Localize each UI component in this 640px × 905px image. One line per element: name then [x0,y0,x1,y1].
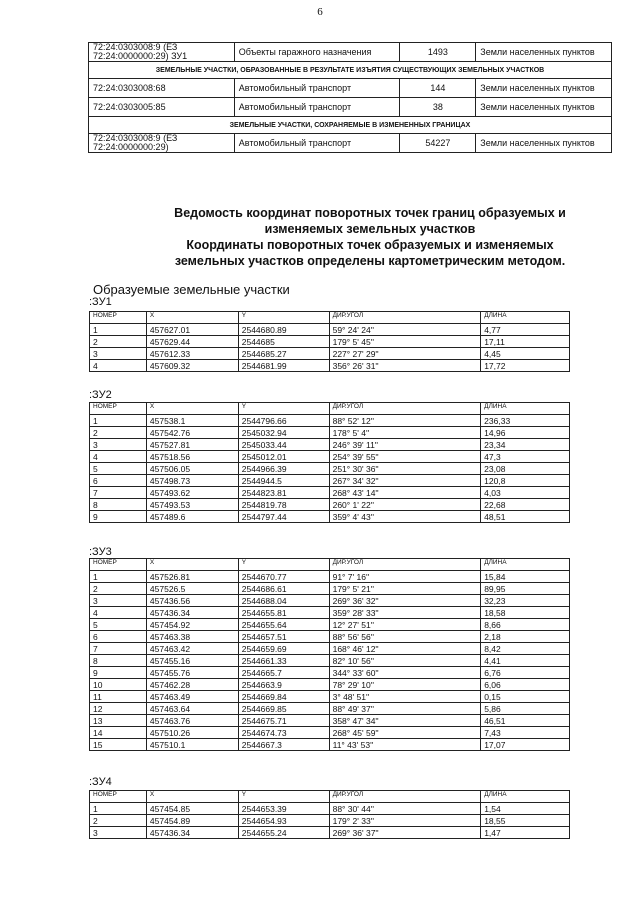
heading-line: Ведомость координат поворотных точек границ образуемых и [174,206,566,220]
table-cell: 15 [90,739,147,751]
table-cell: 2544665.7 [238,667,329,679]
table-row [90,324,570,336]
coordinates-table [89,790,570,839]
table-cell: 269° 36' 37'' [329,827,481,839]
table-row [90,727,570,739]
table-cell: 457454.92 [146,619,238,631]
table-cell: 2544669.85 [238,703,329,715]
cadastral-number: 72:24:0303008:9 (ЕЗ 72:24:0000000:29) [89,134,235,153]
plot-label: :ЗУ1 [89,296,112,308]
table-cell: 59° 24' 24'' [329,324,481,336]
section-subheading: Образуемые земельные участки [93,282,290,297]
table-cell: 344° 33' 60'' [329,667,481,679]
table-cell: 227° 27' 29'' [329,348,481,360]
table-cell: 2 [90,427,147,439]
document-heading [140,205,600,269]
table-cell: 5 [90,619,147,631]
column-header: X [146,403,238,415]
table-cell: 457436.34 [146,827,238,839]
section-title: ЗЕМЕЛЬНЫЕ УЧАСТКИ, ОБРАЗОВАННЫЕ В РЕЗУЛЬТАТЕ ИЗЪЯТИЯ СУЩЕСТВУЮЩИХ ЗЕМЕЛЬНЫХ УЧАСТКОВ [89,62,612,79]
cadastral-number: 72:24:0303008:68 [89,79,235,98]
table-cell: 9 [90,511,147,523]
table-cell: 179° 2' 33'' [329,815,481,827]
table-cell: 6 [90,631,147,643]
table-cell: 359° 4' 43'' [329,511,481,523]
table-cell: 7 [90,643,147,655]
table-cell: 236,33 [481,415,570,427]
table-cell: 0,15 [481,691,570,703]
table-cell: 1 [90,324,147,336]
table-cell: 457629.44 [146,336,238,348]
table-cell: 2545032.94 [238,427,329,439]
table-row [90,655,570,667]
table-cell: 2544797.44 [238,511,329,523]
table-cell: 457538.1 [146,415,238,427]
table-cell: 2544667.3 [238,739,329,751]
table-row [90,715,570,727]
table-cell: 2544681.99 [238,360,329,372]
column-header: НОМЕР [90,403,147,415]
table-row [90,475,570,487]
table-row [90,643,570,655]
table-row [90,703,570,715]
table-row [90,803,570,815]
table-cell: 91° 7' 16'' [329,571,481,583]
column-header: X [146,791,238,803]
column-header: ДИР.УГОЛ [329,403,481,415]
table-row [90,336,570,348]
table-cell: 88° 30' 44'' [329,803,481,815]
table-row [90,607,570,619]
table-cell: 457510.1 [146,739,238,751]
table-row [90,415,570,427]
table-cell: 3 [90,595,147,607]
permitted-use: Объекты гаражного назначения [234,43,400,62]
table-row [90,439,570,451]
table-cell: 260° 1' 22'' [329,499,481,511]
table-cell: 178° 5' 4'' [329,427,481,439]
table-cell: 3 [90,439,147,451]
table-cell: 457510.26 [146,727,238,739]
table-row [90,583,570,595]
table-cell: 3° 48' 51'' [329,691,481,703]
table-cell: 2545033.44 [238,439,329,451]
table-cell: 179° 5' 45'' [329,336,481,348]
table-cell: 457462.28 [146,679,238,691]
table-cell: 3 [90,348,147,360]
table-cell: 17,11 [481,336,570,348]
area: 144 [400,79,476,98]
table-cell: 47,3 [481,451,570,463]
table-cell: 168° 46' 12'' [329,643,481,655]
table-cell: 120,8 [481,475,570,487]
coordinates-table [89,558,570,751]
header-row [90,312,570,324]
table-cell: 11 [90,691,147,703]
table-cell: 2544674.73 [238,727,329,739]
table-row [90,739,570,751]
table-cell: 3 [90,827,147,839]
table-row [90,511,570,523]
table-cell: 88° 52' 12'' [329,415,481,427]
table-cell: 269° 36' 32'' [329,595,481,607]
table-cell: 18,55 [481,815,570,827]
table-cell: 7,43 [481,727,570,739]
header-row [90,559,570,571]
table-cell: 358° 47' 34'' [329,715,481,727]
table-cell: 2544657.51 [238,631,329,643]
table-cell: 2544670.77 [238,571,329,583]
table-cell: 88° 49' 37'' [329,703,481,715]
table-cell: 88° 56' 56'' [329,631,481,643]
table-cell: 251° 30' 36'' [329,463,481,475]
table-cell: 359° 28' 33'' [329,607,481,619]
table-row [90,679,570,691]
table-cell: 179° 5' 21'' [329,583,481,595]
table-cell: 4 [90,607,147,619]
table-cell: 8,42 [481,643,570,655]
table-cell: 457498.73 [146,475,238,487]
table-cell: 82° 10' 56'' [329,655,481,667]
column-header: X [146,312,238,324]
table-cell: 2544688.04 [238,595,329,607]
table-cell: 15,84 [481,571,570,583]
table-cell: 22,68 [481,499,570,511]
table-row [90,827,570,839]
table-cell: 246° 39' 11'' [329,439,481,451]
table-cell: 457527.81 [146,439,238,451]
coordinates-table [89,402,570,523]
column-header: ДИР.УГОЛ [329,312,481,324]
table-cell: 2544819.78 [238,499,329,511]
table-cell: 2544661.33 [238,655,329,667]
column-header: Y [238,559,329,571]
header-row [90,403,570,415]
land-category: Земли населенных пунктов [476,134,612,153]
table-cell: 46,51 [481,715,570,727]
table-cell: 457542.76 [146,427,238,439]
plot-label: :ЗУ3 [89,546,112,558]
table-cell: 457463.38 [146,631,238,643]
table-cell: 1 [90,415,147,427]
column-header: Y [238,791,329,803]
table-cell: 2544654.93 [238,815,329,827]
table-cell: 2544663.9 [238,679,329,691]
area: 38 [400,98,476,117]
table-cell: 1 [90,803,147,815]
column-header: НОМЕР [90,559,147,571]
table-cell: 2544655.81 [238,607,329,619]
table-cell: 2544966.39 [238,463,329,475]
table-cell: 5 [90,463,147,475]
table-cell: 457612.33 [146,348,238,360]
table-row [90,691,570,703]
table-cell: 14 [90,727,147,739]
table-cell: 2544944.5 [238,475,329,487]
table-cell: 7 [90,487,147,499]
table-cell: 457454.89 [146,815,238,827]
table-cell: 457526.5 [146,583,238,595]
table-row [90,595,570,607]
heading-line: изменяемых земельных участков [264,222,476,236]
table-cell: 13 [90,715,147,727]
permitted-use: Автомобильный транспорт [234,98,400,117]
table-cell: 457627.01 [146,324,238,336]
table-row [90,619,570,631]
table-cell: 6 [90,475,147,487]
table-row [90,348,570,360]
table-cell: 48,51 [481,511,570,523]
section-title: ЗЕМЕЛЬНЫЕ УЧАСТКИ, СОХРАНЯЕМЫЕ В ИЗМЕНЕННЫХ ГРАНИЦАХ [89,117,612,134]
plot-label: :ЗУ2 [89,389,112,401]
table-cell: 4,03 [481,487,570,499]
table-cell: 8,66 [481,619,570,631]
table-cell: 14,96 [481,427,570,439]
area: 1493 [400,43,476,62]
table-cell: 254° 39' 55'' [329,451,481,463]
table-cell: 457454.85 [146,803,238,815]
table-cell: 2544685.27 [238,348,329,360]
table-cell: 2544823.81 [238,487,329,499]
table-cell: 1,54 [481,803,570,815]
table-row [90,667,570,679]
column-header: ДЛИНА [481,403,570,415]
table-cell: 457463.64 [146,703,238,715]
heading-line: земельных участков определены картометрическим методом. [174,254,566,268]
table-cell: 2544655.24 [238,827,329,839]
table-cell: 457518.56 [146,451,238,463]
table-cell: 457436.34 [146,607,238,619]
cadastral-number: 72:24:0303005:85 [89,98,235,117]
table-cell: 457463.76 [146,715,238,727]
table-row [90,463,570,475]
table-cell: 23,08 [481,463,570,475]
table-row [90,815,570,827]
table-cell: 267° 34' 32'' [329,475,481,487]
table-cell: 1,47 [481,827,570,839]
table-cell: 89,95 [481,583,570,595]
table-cell: 12 [90,703,147,715]
table-cell: 4,41 [481,655,570,667]
column-header: НОМЕР [90,791,147,803]
column-header: ДЛИНА [481,312,570,324]
heading-line: Координаты поворотных точек образуемых и изменяемых [186,238,554,252]
table-cell: 457493.53 [146,499,238,511]
table-cell: 356° 26' 31'' [329,360,481,372]
table-cell: 457526.81 [146,571,238,583]
table-cell: 18,58 [481,607,570,619]
header-row [90,791,570,803]
column-header: ДИР.УГОЛ [329,559,481,571]
land-category: Земли населенных пунктов [476,79,612,98]
table-cell: 457493.62 [146,487,238,499]
table-cell: 8 [90,655,147,667]
table-cell: 8 [90,499,147,511]
table-cell: 4,45 [481,348,570,360]
table-cell: 457455.76 [146,667,238,679]
table-cell: 32,23 [481,595,570,607]
table-cell: 4 [90,360,147,372]
table-cell: 2 [90,815,147,827]
table-cell: 1 [90,571,147,583]
table-cell: 457489.6 [146,511,238,523]
table-cell: 4 [90,451,147,463]
column-header: X [146,559,238,571]
table-row [90,631,570,643]
area: 54227 [400,134,476,153]
table-cell: 78° 29' 10'' [329,679,481,691]
coordinates-table [89,311,570,372]
table-cell: 2544659.69 [238,643,329,655]
table-cell: 6,06 [481,679,570,691]
table-cell: 2545012.01 [238,451,329,463]
table-cell: 5,86 [481,703,570,715]
cadastral-number: 72:24:0303008:9 (ЕЗ 72:24:0000000:29) ЗУ1 [89,43,235,62]
table-row [90,487,570,499]
permitted-use: Автомобильный транспорт [234,134,400,153]
table-cell: 2544655.64 [238,619,329,631]
table-cell: 457436.56 [146,595,238,607]
table-cell: 12° 27' 51'' [329,619,481,631]
plot-row [89,79,612,98]
column-header: Y [238,403,329,415]
land-category: Земли населенных пунктов [476,98,612,117]
table-cell: 10 [90,679,147,691]
section-row [89,62,612,79]
table-row [90,427,570,439]
table-cell: 2544669.84 [238,691,329,703]
table-cell: 457506.05 [146,463,238,475]
table-cell: 11° 43' 53'' [329,739,481,751]
column-header: НОМЕР [90,312,147,324]
plot-label: :ЗУ4 [89,776,112,788]
table-cell: 457463.49 [146,691,238,703]
land-plots-table [88,42,612,153]
column-header: ДИР.УГОЛ [329,791,481,803]
plot-row [89,98,612,117]
section-row [89,117,612,134]
column-header: Y [238,312,329,324]
column-header: ДЛИНА [481,791,570,803]
table-row [90,451,570,463]
table-cell: 457463.42 [146,643,238,655]
table-cell: 2544796.66 [238,415,329,427]
table-row [90,360,570,372]
table-cell: 2 [90,583,147,595]
permitted-use: Автомобильный транспорт [234,79,400,98]
table-row [90,499,570,511]
page-number: 6 [317,6,323,18]
table-cell: 2544685 [238,336,329,348]
table-row [90,571,570,583]
table-cell: 4,77 [481,324,570,336]
plot-row [89,43,612,62]
table-cell: 23,34 [481,439,570,451]
table-cell: 2,18 [481,631,570,643]
table-cell: 2 [90,336,147,348]
land-category: Земли населенных пунктов [476,43,612,62]
table-cell: 2544680.89 [238,324,329,336]
table-cell: 2544653.39 [238,803,329,815]
table-cell: 2544686.61 [238,583,329,595]
table-cell: 268° 43' 14'' [329,487,481,499]
table-cell: 17,07 [481,739,570,751]
table-cell: 457455.16 [146,655,238,667]
plot-row [89,134,612,153]
table-cell: 268° 45' 59'' [329,727,481,739]
table-cell: 2544675.71 [238,715,329,727]
table-cell: 9 [90,667,147,679]
column-header: ДЛИНА [481,559,570,571]
table-cell: 6,76 [481,667,570,679]
table-cell: 17,72 [481,360,570,372]
table-cell: 457609.32 [146,360,238,372]
